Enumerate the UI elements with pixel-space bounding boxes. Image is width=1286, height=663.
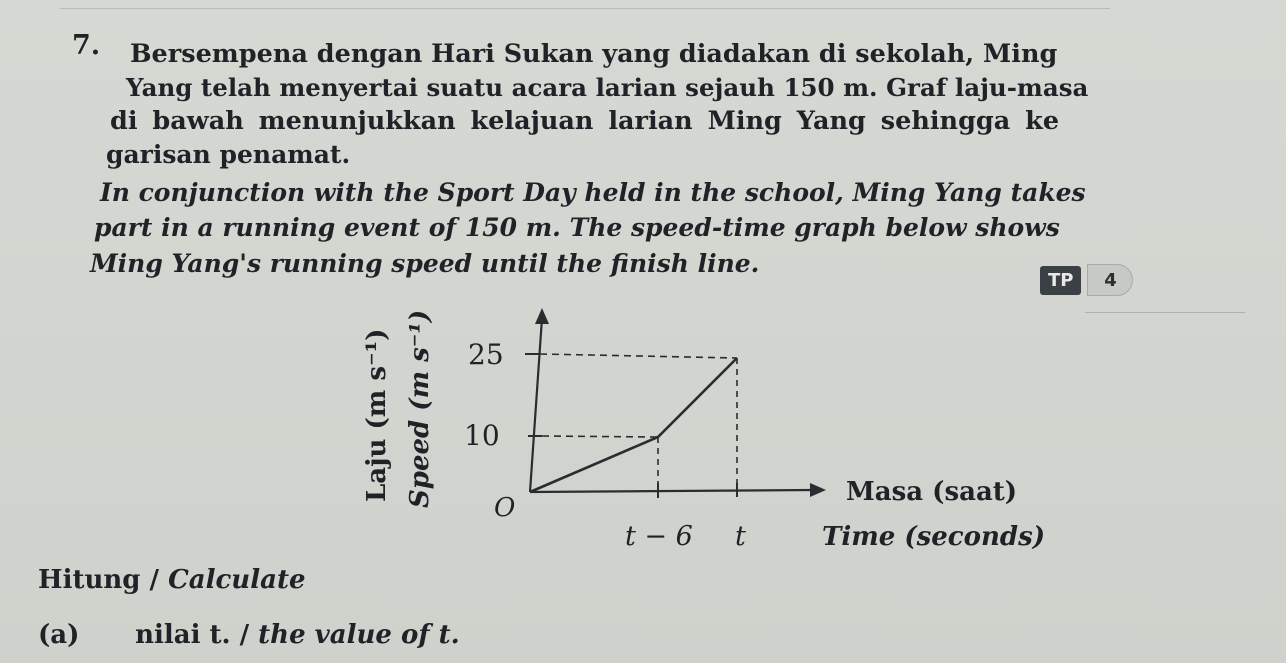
- x-axis: [530, 490, 812, 492]
- x-tick-label-t-minus-6: t − 6: [625, 521, 693, 552]
- malay-line-3: di bawah menunjukkan kelajuan larian Ming Yang sehingga ke: [110, 106, 1060, 136]
- calculate-malay: Hitung /: [38, 565, 159, 595]
- part-a-label: (a): [38, 620, 80, 650]
- part-a-malay: nilai t. /: [135, 620, 250, 650]
- english-line-2: part in a running event of 150 m. The speed-time graph below shows: [94, 213, 1060, 242]
- part-a: [38, 620, 460, 650]
- tp-tag: TP: [1040, 266, 1081, 295]
- x-axis-label-malay: Masa (saat): [846, 477, 1018, 507]
- malay-line-2: Yang telah menyertai suatu acara larian sejauh 150 m. Graf laju-masa: [126, 73, 1089, 102]
- y-tick-label-25: 25: [468, 338, 504, 371]
- y-axis-arrow: [535, 308, 549, 324]
- malay-line-1: Bersempena dengan Hari Sukan yang diadakan di sekolah, Ming: [130, 39, 1058, 69]
- calculate-english: Calculate: [168, 565, 306, 595]
- origin-label: O: [494, 493, 516, 523]
- y-axis: [530, 318, 542, 492]
- tp-level: 4: [1087, 264, 1133, 296]
- x-tick-label-t: t: [735, 521, 746, 552]
- guide-10: [542, 436, 658, 437]
- y-tick-label-10: 10: [464, 419, 500, 452]
- calculate-heading: [38, 565, 306, 595]
- guide-25: [540, 354, 737, 358]
- x-axis-arrow: [810, 483, 826, 497]
- y-axis-label-malay: Laju (m s⁻¹): [362, 328, 392, 502]
- part-a-english: the value of t.: [258, 620, 460, 650]
- question-number: 7.: [72, 30, 101, 61]
- english-line-3: Ming Yang's running speed until the finish line.: [90, 249, 760, 278]
- english-line-1: In conjunction with the Sport Day held in the school, Ming Yang takes: [100, 178, 1086, 207]
- y-axis-label-english: Speed (m s⁻¹): [405, 309, 435, 508]
- x-axis-label-english: Time (seconds): [822, 522, 1046, 552]
- speed-line: [530, 358, 737, 492]
- malay-line-4: garisan penamat.: [106, 140, 351, 169]
